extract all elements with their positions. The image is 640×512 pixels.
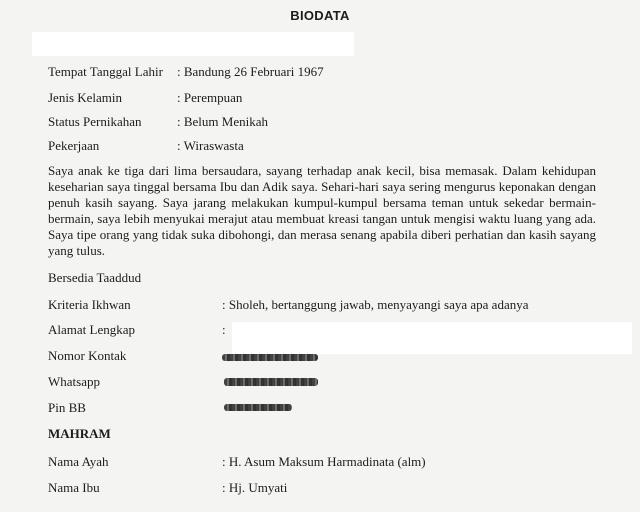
redacted-whatsapp-scribble: [224, 378, 318, 386]
whatsapp-label: Whatsapp: [48, 374, 100, 389]
pinbb-label: Pin BB: [48, 400, 86, 415]
birth-label: Tempat Tanggal Lahir: [48, 64, 163, 79]
gender-label: Jenis Kelamin: [48, 90, 123, 105]
father-value: : H. Asum Maksum Harmadinata (alm): [222, 454, 426, 469]
criteria-label: Kriteria Ikhwan: [48, 297, 131, 312]
redacted-contact-scribble: [222, 354, 318, 361]
address-value: :: [222, 322, 226, 337]
mother-value: : Hj. Umyati: [222, 480, 288, 495]
address-label: Alamat Lengkap: [48, 322, 135, 337]
redacted-name-area: [32, 32, 354, 56]
contact-label: Nomor Kontak: [48, 348, 127, 363]
document-title: BIODATA: [290, 8, 350, 23]
mother-label: Nama Ibu: [48, 480, 100, 495]
redacted-address-area: [232, 322, 632, 354]
mahram-heading: MAHRAM: [48, 426, 111, 441]
self-description-paragraph: Saya anak ke tiga dari lima bersaudara, sayang terhadap anak kecil, bisa memasak. Dalam kehidupan keseharian saya tinggal bersama Ibu dan Adik saya. Sehari-hari saya sering mengurus keponakan dengan penuh kasih sayang. Saya jarang melakukan kumpul-kumpul bersama teman untuk sekedar bermain-bermain, saya lebih menyukai merajut atau membuat kreasi tangan untuk mengisi waktu luang yang ada. Saya tipe orang yang tidak suka dibohongi, dan merasa senang apabila diberi perhatian dan kasih sayang yang tulus.: [48, 163, 596, 258]
gender-value: : Perempuan: [177, 90, 243, 105]
criteria-value: : Sholeh, bertanggung jawab, menyayangi saya apa adanya: [222, 297, 529, 312]
redacted-pinbb-scribble: [224, 404, 292, 411]
birth-value: : Bandung 26 Februari 1967: [177, 64, 324, 79]
job-value: : Wiraswasta: [177, 138, 244, 153]
marital-value: : Belum Menikah: [177, 114, 268, 129]
father-label: Nama Ayah: [48, 454, 109, 469]
job-label: Pekerjaan: [48, 138, 100, 153]
taaddud-text: Bersedia Taaddud: [48, 270, 142, 285]
marital-label: Status Pernikahan: [48, 114, 142, 129]
